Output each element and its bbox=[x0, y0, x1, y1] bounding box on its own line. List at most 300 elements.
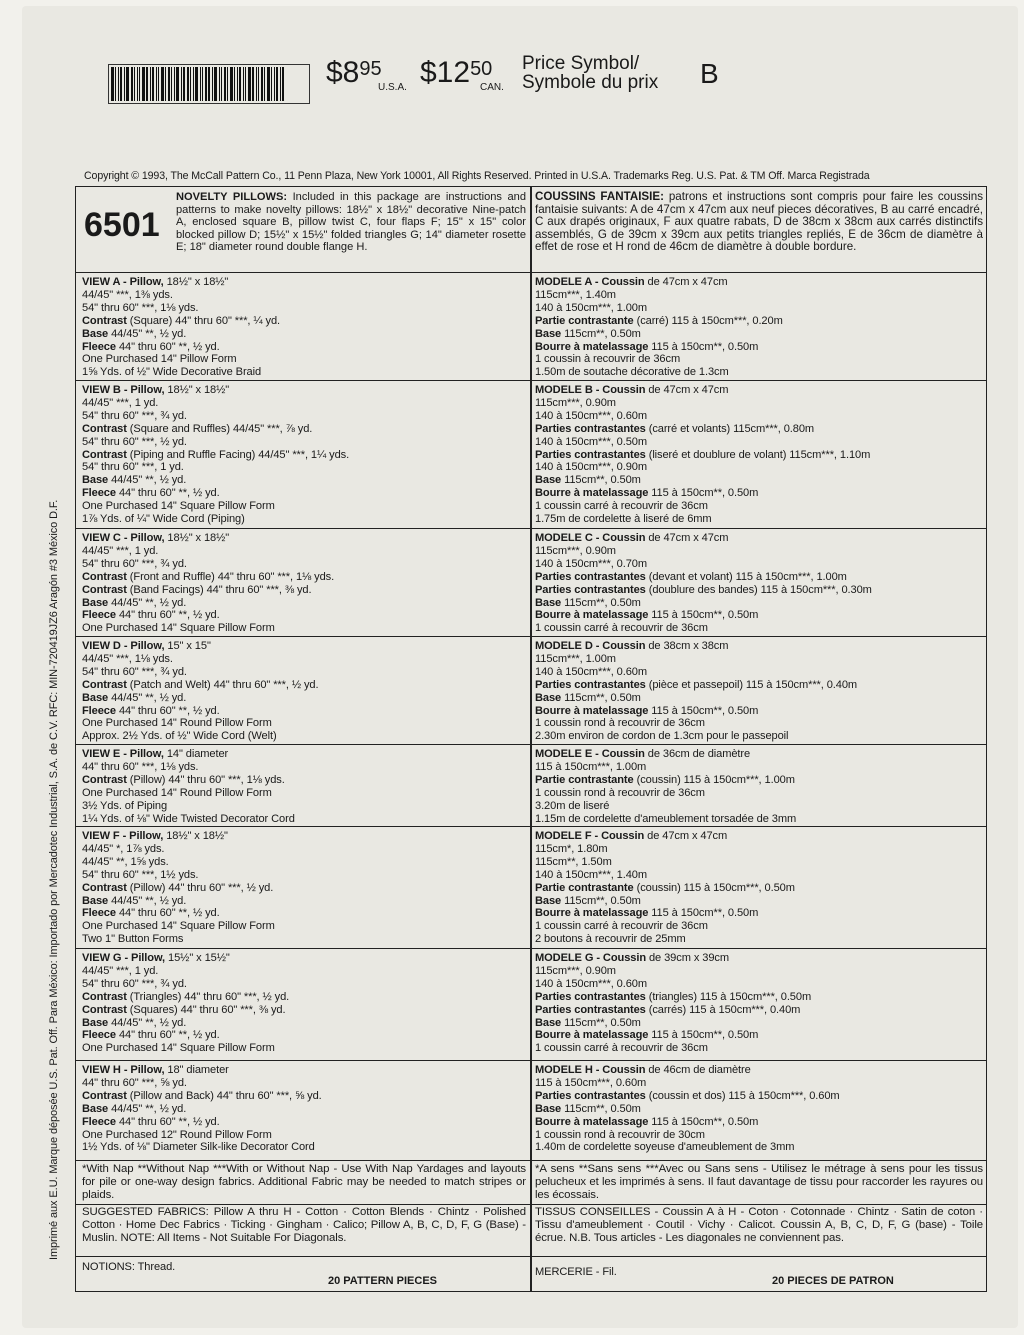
barcode-bar bbox=[258, 67, 259, 101]
yardage-value: 1 coussin rond à recouvrir de 36cm bbox=[535, 717, 705, 730]
view-heading bbox=[82, 384, 526, 397]
yardage-value: One Purchased 14" Square Pillow Form bbox=[82, 920, 275, 933]
yardage-line bbox=[535, 679, 983, 692]
yardage-value: 1½ Yds. of ⅛" Diameter Silk-like Decorator Cord bbox=[82, 1141, 315, 1154]
yardage-value: 140 à 150cm***, 0.50m bbox=[535, 435, 647, 448]
yardage-label: Contrast bbox=[82, 881, 127, 894]
price-symbol-en: Price Symbol/ bbox=[522, 53, 640, 74]
yardage-label: Parties contrastantes bbox=[535, 583, 646, 596]
yardage-label: Fleece bbox=[82, 907, 116, 920]
barcode-bar bbox=[245, 67, 246, 101]
yardage-label: Parties contrastantes bbox=[535, 422, 646, 435]
yardage-value: 115cm***, 0.90m bbox=[535, 396, 616, 409]
yardage-label: Partie contrastante bbox=[535, 773, 634, 786]
yardage-value: (coussin) 115 à 150cm***, 1.00m bbox=[636, 773, 795, 786]
barcode-bar bbox=[248, 67, 251, 101]
yardage-line bbox=[535, 1029, 983, 1042]
yardage-label: Base bbox=[82, 1102, 109, 1115]
view-title: MODELE D - Coussin bbox=[535, 640, 646, 652]
barcode-bar bbox=[274, 67, 275, 101]
view-heading bbox=[82, 640, 526, 653]
view-size: de 47cm x 47cm bbox=[648, 532, 729, 544]
yardage-value: (Pillow and Back) 44" thru 60" ***, ⅝ yd. bbox=[129, 1089, 322, 1102]
yardage-line bbox=[535, 1077, 983, 1090]
yardage-line bbox=[82, 705, 526, 718]
yardage-line bbox=[82, 474, 526, 487]
barcode-bar bbox=[271, 67, 272, 101]
view-en-b bbox=[82, 384, 526, 526]
pattern-pieces-fr: 20 PIECES DE PATRON bbox=[772, 1275, 894, 1287]
yardage-value: 54" thru 60" ***, 1 yd. bbox=[82, 461, 184, 474]
yardage-line bbox=[535, 774, 983, 787]
yardage-value: 115cm**, 0.50m bbox=[564, 596, 641, 609]
yardage-line bbox=[535, 965, 983, 978]
yardage-value: 140 à 150cm***, 0.60m bbox=[535, 665, 647, 678]
view-heading bbox=[535, 748, 983, 761]
view-title: VIEW C - Pillow, bbox=[82, 532, 165, 544]
yardage-line bbox=[535, 622, 983, 635]
yardage-line bbox=[535, 991, 983, 1004]
yardage-value: 115 à 150cm**, 0.50m bbox=[651, 907, 759, 920]
yardage-label: Contrast bbox=[82, 314, 127, 327]
yardage-value: 44" thru 60" **, ½ yd. bbox=[118, 704, 220, 717]
barcode-bar bbox=[120, 67, 122, 101]
yardage-line bbox=[535, 717, 983, 730]
yardage-line bbox=[535, 584, 983, 597]
yardage-label: Base bbox=[82, 894, 109, 907]
yardage-value: 115cm**, 0.50m bbox=[564, 1102, 641, 1115]
barcode-bar bbox=[280, 67, 281, 101]
yardage-line bbox=[82, 907, 526, 920]
barcode-bar bbox=[171, 67, 172, 101]
barcode-bar bbox=[267, 67, 270, 101]
barcode-bar bbox=[165, 67, 166, 101]
view-en-a bbox=[82, 276, 526, 379]
yardage-line bbox=[535, 597, 983, 610]
yardage-line bbox=[535, 410, 983, 423]
yardage-value: 44/45" **, ½ yd. bbox=[111, 596, 187, 609]
view-fr-e bbox=[535, 748, 983, 825]
nap-legend-fr: *A sens **Sans sens ***Avec ou Sans sens - Utilisez le métrage à sens pour les tissus pelucheux et les imprimés à sens. Il faut davantage de tissu pour raccorder les rayures ou les écossais. bbox=[535, 1163, 983, 1201]
yardage-label: Contrast bbox=[82, 1003, 127, 1016]
yardage-value: 140 à 150cm***, 1.00m bbox=[535, 301, 647, 314]
yardage-line bbox=[82, 717, 526, 730]
barcode-bar bbox=[124, 67, 125, 101]
yardage-label: Contrast bbox=[82, 678, 127, 691]
yardage-line bbox=[82, 1029, 526, 1042]
table-rule bbox=[75, 528, 987, 529]
yardage-line bbox=[535, 289, 983, 302]
barcode-bar bbox=[200, 67, 201, 101]
barcode-bar bbox=[174, 67, 175, 101]
barcode-bar bbox=[208, 67, 210, 101]
yardage-value: 44/45" ***, 1⅜ yds. bbox=[82, 288, 173, 301]
view-title: VIEW B - Pillow, bbox=[82, 384, 165, 396]
yardage-label: Contrast bbox=[82, 448, 127, 461]
yardage-line bbox=[535, 869, 983, 882]
view-fr-c bbox=[535, 532, 983, 635]
yardage-line bbox=[82, 692, 526, 705]
view-size: 14" diameter bbox=[166, 748, 229, 760]
yardage-line bbox=[535, 1004, 983, 1017]
price-letter: B bbox=[700, 58, 719, 89]
yardage-line bbox=[82, 869, 526, 882]
yardage-value: 115cm**, 0.50m bbox=[564, 1016, 641, 1029]
yardage-line bbox=[535, 933, 983, 946]
yardage-value: 115cm**, 0.50m bbox=[564, 691, 641, 704]
yardage-value: 1 coussin rond à recouvrir de 30cm bbox=[535, 1128, 705, 1141]
price-ca-dollars: $12 bbox=[420, 56, 471, 89]
view-heading bbox=[82, 830, 526, 843]
yardage-value: (coussin) 115 à 150cm***, 0.50m bbox=[636, 881, 795, 894]
nap-legend-en: *With Nap **Without Nap ***With or Without Nap - Use With Nap Yardages and layouts for pile or one-way design fabrics. Additional Fabric may be needed to match stripes or plaids. bbox=[82, 1163, 526, 1201]
table-rule bbox=[75, 380, 987, 381]
yardage-line bbox=[535, 353, 983, 366]
view-title: VIEW G - Pillow, bbox=[82, 952, 166, 964]
yardage-line bbox=[535, 487, 983, 500]
view-title: MODELE F - Coussin bbox=[535, 830, 645, 842]
yardage-value: 54" thru 60" ***, 1½ yds. bbox=[82, 868, 199, 881]
yardage-line bbox=[82, 500, 526, 513]
yardage-value: 115cm**, 0.50m bbox=[564, 894, 641, 907]
yardage-line bbox=[82, 461, 526, 474]
yardage-label: Fleece bbox=[82, 609, 116, 622]
import-sidebar-text: Imprimé aux E.U. Marque déposée U.S. Pat. Off. Para México: Importado por Mercadotec Industrial, S.A. de C.V. RFC: MIN-720419JZ6 Aragón #3 México D.F. bbox=[48, 499, 60, 1260]
yardage-value: 44" thru 60" **, ½ yd. bbox=[118, 609, 220, 622]
yardage-line bbox=[535, 397, 983, 410]
yardage-value: 44/45" ***, 1⅛ yds. bbox=[82, 652, 173, 665]
yardage-value: One Purchased 14" Square Pillow Form bbox=[82, 500, 275, 513]
barcode-bar bbox=[195, 67, 198, 101]
barcode-bar bbox=[176, 67, 179, 101]
yardage-value: 3½ Yds. of Piping bbox=[82, 799, 168, 812]
yardage-line bbox=[535, 907, 983, 920]
barcode-bar bbox=[212, 67, 213, 101]
yardage-label: Fleece bbox=[82, 704, 116, 717]
barcode-bar bbox=[156, 67, 157, 101]
intro-fr bbox=[535, 191, 983, 254]
yardage-value: (Front and Ruffle) 44" thru 60" ***, 1⅛ yds. bbox=[129, 570, 335, 583]
view-title: MODELE H - Coussin bbox=[535, 1064, 646, 1076]
yardage-value: 44/45" **, 1⅝ yds. bbox=[82, 855, 169, 868]
yardage-value: (Pillow) 44" thru 60" ***, ½ yd. bbox=[129, 881, 274, 894]
barcode-bar bbox=[126, 67, 129, 101]
yardage-value: 1 coussin carré à recouvrir de 36cm bbox=[535, 920, 708, 933]
yardage-label: Base bbox=[535, 1016, 562, 1029]
yardage-value: 44/45" **, ½ yd. bbox=[111, 1016, 187, 1029]
barcode-bar bbox=[282, 67, 284, 101]
yardage-label: Base bbox=[535, 1102, 562, 1115]
yardage-value: One Purchased 14" Pillow Form bbox=[82, 353, 237, 366]
yardage-line bbox=[535, 513, 983, 526]
yardage-value: 2.30m environ de cordon de 1.3cm pour le passepoil bbox=[535, 730, 789, 743]
barcode-bar bbox=[118, 67, 119, 101]
yardage-value: 44/45" **, ½ yd. bbox=[111, 1102, 187, 1115]
yardage-value: 1 coussin carré à recouvrir de 36cm bbox=[535, 500, 708, 513]
view-heading bbox=[82, 1064, 526, 1077]
yardage-value: 115cm**, 1.50m bbox=[535, 855, 612, 868]
yardage-label: Parties contrastantes bbox=[535, 1089, 646, 1102]
barcode-bar bbox=[193, 67, 194, 101]
yardage-value: (liseré et doublure de volant) 115cm***, 1.10m bbox=[648, 448, 871, 461]
yardage-value: Two 1" Button Forms bbox=[82, 933, 184, 946]
view-size: 18½" x 18½" bbox=[166, 276, 229, 288]
yardage-value: 1 coussin à recouvrir de 36cm bbox=[535, 353, 681, 366]
yardage-value: 54" thru 60" ***, ¾ yd. bbox=[82, 409, 187, 422]
view-size: de 38cm x 38cm bbox=[648, 640, 729, 652]
view-en-c bbox=[82, 532, 526, 635]
yardage-value: (pièce et passepoil) 115 à 150cm***, 0.40m bbox=[648, 678, 858, 691]
yardage-label: Contrast bbox=[82, 1089, 127, 1102]
barcode-bar bbox=[146, 67, 148, 101]
yardage-label: Contrast bbox=[82, 422, 127, 435]
yardage-label: Bourre à matelassage bbox=[535, 340, 649, 353]
view-en-h bbox=[82, 1064, 526, 1154]
yardage-line bbox=[82, 436, 526, 449]
yardage-value: 44" thru 60" ***, ⅝ yd. bbox=[82, 1076, 187, 1089]
yardage-value: 44" thru 60" **, ½ yd. bbox=[118, 907, 220, 920]
yardage-label: Bourre à matelassage bbox=[535, 1115, 649, 1128]
yardage-line bbox=[82, 397, 526, 410]
yardage-line bbox=[535, 843, 983, 856]
yardage-value: 1.75m de cordelette à liseré de 6mm bbox=[535, 513, 712, 526]
barcode-bar bbox=[234, 67, 235, 101]
yardage-line bbox=[82, 558, 526, 571]
yardage-line bbox=[535, 787, 983, 800]
view-title: MODELE G - Coussin bbox=[535, 952, 646, 964]
yardage-label: Bourre à matelassage bbox=[535, 1029, 649, 1042]
suggested-fabrics-fr: TISSUS CONSEILLES - Coussin A à H - Coton · Cotonnade · Chintz · Satin de coton · Tissu d'ameublement · Coutil · Vichy · Calicot. Coussin A, B, C, D, F, G (base) - Toile écrue. N.B. Tous articles - Les diagonales ne conviennent pas. bbox=[535, 1206, 983, 1244]
yardage-line bbox=[82, 597, 526, 610]
yardage-value: (doublure des bandes) 115 à 150cm***, 0.30m bbox=[648, 583, 872, 596]
yardage-line bbox=[82, 584, 526, 597]
view-fr-g bbox=[535, 952, 983, 1055]
barcode-bar bbox=[221, 67, 222, 101]
yardage-value: (coussin et dos) 115 à 150cm***, 0.60m bbox=[648, 1089, 840, 1102]
view-size: de 36cm de diamètre bbox=[647, 748, 751, 760]
barcode-bar bbox=[256, 67, 257, 101]
yardage-line bbox=[82, 933, 526, 946]
yardage-value: (triangles) 115 à 150cm***, 0.50m bbox=[648, 990, 812, 1003]
yardage-line bbox=[535, 500, 983, 513]
view-heading bbox=[535, 952, 983, 965]
yardage-line bbox=[82, 289, 526, 302]
yardage-line bbox=[82, 882, 526, 895]
yardage-label: Fleece bbox=[82, 487, 116, 500]
barcode-bar bbox=[134, 67, 135, 101]
yardage-value: 1 coussin rond à recouvrir de 36cm bbox=[535, 786, 705, 799]
yardage-line bbox=[535, 545, 983, 558]
view-heading bbox=[82, 952, 526, 965]
yardage-value: 140 à 150cm***, 1.40m bbox=[535, 868, 647, 881]
barcode-bar bbox=[243, 67, 244, 101]
yardage-value: 44/45" **, ½ yd. bbox=[111, 327, 187, 340]
yardage-label: Parties contrastantes bbox=[535, 678, 646, 691]
yardage-line bbox=[535, 1090, 983, 1103]
yardage-line bbox=[535, 813, 983, 826]
yardage-line bbox=[82, 1129, 526, 1142]
yardage-label: Base bbox=[535, 894, 562, 907]
yardage-value: 44/45" **, ½ yd. bbox=[111, 894, 187, 907]
yardage-line bbox=[535, 436, 983, 449]
yardage-value: 44" thru 60" **, ½ yd. bbox=[118, 1115, 220, 1128]
yardage-line bbox=[535, 800, 983, 813]
yardage-value: 54" thru 60" ***, ½ yd. bbox=[82, 435, 187, 448]
yardage-line bbox=[535, 1129, 983, 1142]
yardage-line bbox=[82, 341, 526, 354]
yardage-line bbox=[535, 474, 983, 487]
yardage-label: Bourre à matelassage bbox=[535, 704, 649, 717]
price-us-currency: U.S.A. bbox=[378, 82, 407, 93]
yardage-line bbox=[535, 895, 983, 908]
yardage-line bbox=[535, 1116, 983, 1129]
table-rule bbox=[75, 948, 987, 949]
yardage-line bbox=[535, 730, 983, 743]
barcode-bar bbox=[224, 67, 226, 101]
yardage-value: 1.15m de cordelette d'ameublement torsadée de 3mm bbox=[535, 812, 797, 825]
barcode-bar bbox=[230, 67, 233, 101]
table-rule bbox=[75, 826, 987, 827]
yardage-value: One Purchased 14" Square Pillow Form bbox=[82, 1042, 275, 1055]
yardage-label: Base bbox=[82, 474, 109, 487]
yardage-line bbox=[82, 1116, 526, 1129]
yardage-line bbox=[82, 315, 526, 328]
yardage-label: Base bbox=[535, 474, 562, 487]
table-rule bbox=[75, 1160, 987, 1161]
yardage-line bbox=[82, 965, 526, 978]
yardage-value: 44" thru 60" **, ½ yd. bbox=[118, 340, 220, 353]
intro-en bbox=[176, 191, 526, 254]
yardage-line bbox=[535, 1141, 983, 1154]
yardage-value: 54" thru 60" ***, ¾ yd. bbox=[82, 557, 187, 570]
view-size: de 39cm x 39cm bbox=[648, 952, 729, 964]
yardage-line bbox=[82, 1004, 526, 1017]
yardage-label: Parties contrastantes bbox=[535, 1003, 646, 1016]
price-symbol bbox=[522, 54, 658, 92]
view-heading bbox=[535, 640, 983, 653]
intro-fr-title: COUSSINS FANTAISIE: bbox=[535, 190, 664, 203]
notions-en: NOTIONS: Thread. bbox=[82, 1261, 176, 1273]
yardage-label: Parties contrastantes bbox=[535, 570, 646, 583]
barcode-bar bbox=[237, 67, 238, 101]
view-heading bbox=[535, 1064, 983, 1077]
barcode-bar bbox=[115, 67, 116, 101]
view-fr-a bbox=[535, 276, 983, 379]
barcode-bar bbox=[183, 67, 185, 101]
view-title: MODELE C - Coussin bbox=[535, 532, 646, 544]
yardage-value: 1¼ Yds. of ⅛" Wide Twisted Decorator Cord bbox=[82, 812, 295, 825]
yardage-label: Contrast bbox=[82, 583, 127, 596]
intro-en-text: Included in this package are instructions and patterns to make novelty pillows: 18½" x 18½" decorative Nine-patch A, enclosed square B, pillow twist C, four flaps F; 15" x 15" color blocked pillow D; 15½" x 15½" folded triangles G; 14" diameter rosette E; 18" diameter round double flange H. bbox=[176, 191, 526, 254]
price-symbol-fr: Symbole du prix bbox=[522, 72, 659, 93]
yardage-label: Bourre à matelassage bbox=[535, 907, 649, 920]
view-fr-b bbox=[535, 384, 983, 526]
price-ca-currency: CAN. bbox=[480, 82, 504, 93]
view-en-d bbox=[82, 640, 526, 743]
yardage-value: 1.50m de soutache décorative de 1.3cm bbox=[535, 366, 729, 379]
yardage-value: (Square and Ruffles) 44/45" ***, ⅞ yd. bbox=[129, 422, 313, 435]
yardage-line bbox=[535, 653, 983, 666]
barcode-bar bbox=[252, 67, 254, 101]
yardage-value: 44/45" ***, 1 yd. bbox=[82, 544, 159, 557]
price-us bbox=[326, 56, 407, 93]
view-size: 15½" x 15½" bbox=[168, 952, 230, 964]
yardage-value: 54" thru 60" ***, 1⅛ yds. bbox=[82, 301, 199, 314]
yardage-value: 44/45" ***, 1 yd. bbox=[82, 396, 159, 409]
yardage-label: Base bbox=[535, 691, 562, 704]
barcode-bar bbox=[214, 67, 217, 101]
yardage-line bbox=[82, 487, 526, 500]
view-heading bbox=[82, 532, 526, 545]
yardage-line bbox=[82, 653, 526, 666]
yardage-value: 115cm***, 0.90m bbox=[535, 964, 616, 977]
yardage-value: 44/45" **, ½ yd. bbox=[111, 691, 187, 704]
yardage-value: 1⅞ Yds. of ¼" Wide Cord (Piping) bbox=[82, 513, 245, 526]
yardage-line bbox=[535, 366, 983, 379]
yardage-line bbox=[535, 302, 983, 315]
yardage-line bbox=[535, 315, 983, 328]
yardage-label: Base bbox=[535, 327, 562, 340]
yardage-line bbox=[535, 1042, 983, 1055]
yardage-label: Bourre à matelassage bbox=[535, 487, 649, 500]
yardage-label: Base bbox=[82, 691, 109, 704]
yardage-value: (carrés) 115 à 150cm***, 0.40m bbox=[648, 1003, 801, 1016]
yardage-line bbox=[82, 895, 526, 908]
yardage-value: 115 à 150cm**, 0.50m bbox=[651, 340, 759, 353]
yardage-line bbox=[535, 571, 983, 584]
yardage-line bbox=[82, 410, 526, 423]
yardage-value: Approx. 2½ Yds. of ½" Wide Cord (Welt) bbox=[82, 730, 277, 743]
yardage-value: One Purchased 14" Round Pillow Form bbox=[82, 717, 272, 730]
yardage-line bbox=[82, 991, 526, 1004]
yardage-value: (Square) 44" thru 60" ***, ¼ yd. bbox=[129, 314, 281, 327]
yardage-value: 44" thru 60" **, ½ yd. bbox=[118, 1029, 220, 1042]
view-size: 18½" x 18½" bbox=[167, 384, 230, 396]
barcode-bar bbox=[190, 67, 191, 101]
view-fr-f bbox=[535, 830, 983, 946]
barcode-bar bbox=[111, 67, 114, 101]
yardage-value: (Squares) 44" thru 60" ***, ⅜ yd. bbox=[129, 1003, 286, 1016]
yardage-value: 115cm*, 1.80m bbox=[535, 842, 608, 855]
barcode-bar bbox=[181, 67, 182, 101]
yardage-value: 115cm**, 0.50m bbox=[564, 327, 641, 340]
yardage-value: 44/45" **, ½ yd. bbox=[111, 474, 187, 487]
view-size: 15" x 15" bbox=[167, 640, 211, 652]
yardage-value: 44/45" ***, 1 yd. bbox=[82, 964, 159, 977]
yardage-label: Fleece bbox=[82, 1115, 116, 1128]
yardage-value: (carré) 115 à 150cm***, 0.20m bbox=[636, 314, 783, 327]
barcode-bar bbox=[261, 67, 263, 101]
barcode-bar bbox=[137, 67, 138, 101]
yardage-line bbox=[82, 1090, 526, 1103]
table-rule bbox=[75, 272, 987, 273]
yardage-line bbox=[535, 449, 983, 462]
view-heading bbox=[535, 276, 983, 289]
yardage-line bbox=[82, 730, 526, 743]
yardage-value: 3.20m de liseré bbox=[535, 799, 610, 812]
yardage-label: Fleece bbox=[82, 1029, 116, 1042]
view-title: MODELE B - Coussin bbox=[535, 384, 646, 396]
yardage-line bbox=[535, 423, 983, 436]
barcode-bar bbox=[219, 67, 220, 101]
notions-fr: MERCERIE - Fil. bbox=[535, 1266, 617, 1278]
yardage-value: 140 à 150cm***, 0.90m bbox=[535, 461, 647, 474]
yardage-label: Base bbox=[535, 596, 562, 609]
yardage-line bbox=[82, 978, 526, 991]
yardage-line bbox=[82, 328, 526, 341]
yardage-value: One Purchased 14" Round Pillow Form bbox=[82, 786, 272, 799]
yardage-line bbox=[82, 774, 526, 787]
